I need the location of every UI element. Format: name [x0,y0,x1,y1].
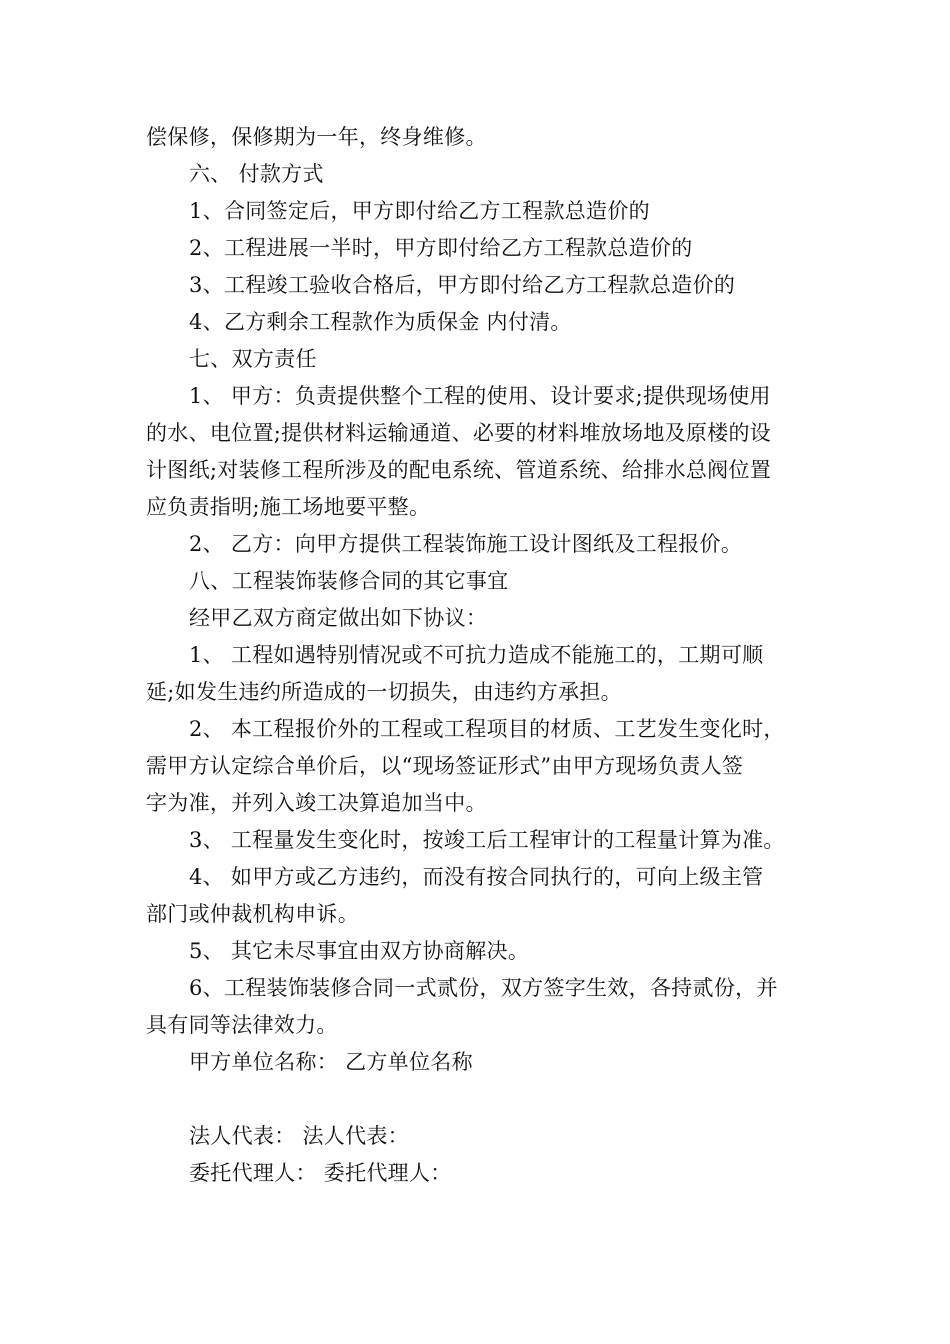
agreement-clause-1: 1、 工程如遇特别情况或不可抗力造成不能施工的，工期可顺 [189,643,764,667]
paragraph-line: 延;如发生违约所造成的一切损失，由违约方承担。 [146,680,622,704]
signature-legal-representatives: 法人代表： 法人代表： [189,1124,409,1148]
paragraph-line: 应负责指明;施工场地要平整。 [146,495,431,519]
paragraph-line: 需甲方认定综合单价后，以“现场签证形式”由甲方现场负责人签 [146,754,744,778]
agreement-intro: 经甲乙双方商定做出如下协议： [189,606,488,630]
agreement-clause-4: 4、 如甲方或乙方违约，而没有按合同执行的，可向上级主管 [189,865,764,889]
contract-body [146,119,810,1192]
paragraph-line: 具有同等法律效力。 [146,1013,338,1037]
section-heading-payment: 六、 付款方式 [189,162,324,186]
section-heading-responsibilities: 七、双方责任 [189,347,317,371]
blank-line [146,1081,810,1118]
signature-agents: 委托代理人： 委托代理人： [189,1161,452,1185]
paragraph-line: 部门或仲裁机构申诉。 [146,902,359,926]
payment-clause-3: 3、工程竣工验收合格后，甲方即付给乙方工程款总造价的 [189,273,736,297]
payment-clause-4: 4、乙方剩余工程款作为质保金 内付清。 [189,310,572,334]
party-b-clause: 2、 乙方：向甲方提供工程装饰施工设计图纸及工程报价。 [189,532,743,556]
agreement-clause-5: 5、 其它未尽事宜由双方协商解决。 [189,939,530,963]
section-heading-other-matters: 八、工程装饰装修合同的其它事宜 [189,569,509,593]
agreement-clause-6: 6、工程装饰装修合同一式贰份，双方签字生效，各持贰份，并 [189,976,778,1000]
payment-clause-2: 2、工程进展一半时，甲方即付给乙方工程款总造价的 [189,236,693,260]
agreement-clause-3: 3、 工程量发生变化时，按竣工后工程审计的工程量计算为准。 [189,828,785,852]
paragraph-line: 计图纸;对装修工程所涉及的配电系统、管道系统、给排水总阀位置 [146,458,772,482]
paragraph-line: 偿保修，保修期为一年，终身维修。 [146,125,487,149]
paragraph-line: 的水、电位置;提供材料运输通道、必要的材料堆放场地及原楼的设 [146,421,772,445]
agreement-clause-2: 2、 本工程报价外的工程或工程项目的材质、工艺发生变化时， [189,717,785,741]
payment-clause-1: 1、合同签定后，甲方即付给乙方工程款总造价的 [189,199,650,223]
party-a-clause: 1、 甲方：负责提供整个工程的使用、设计要求;提供现场使用 [189,384,771,408]
paragraph-line: 字为准，并列入竣工决算追加当中。 [146,791,487,815]
signature-unit-names: 甲方单位名称： 乙方单位名称 [189,1050,473,1074]
